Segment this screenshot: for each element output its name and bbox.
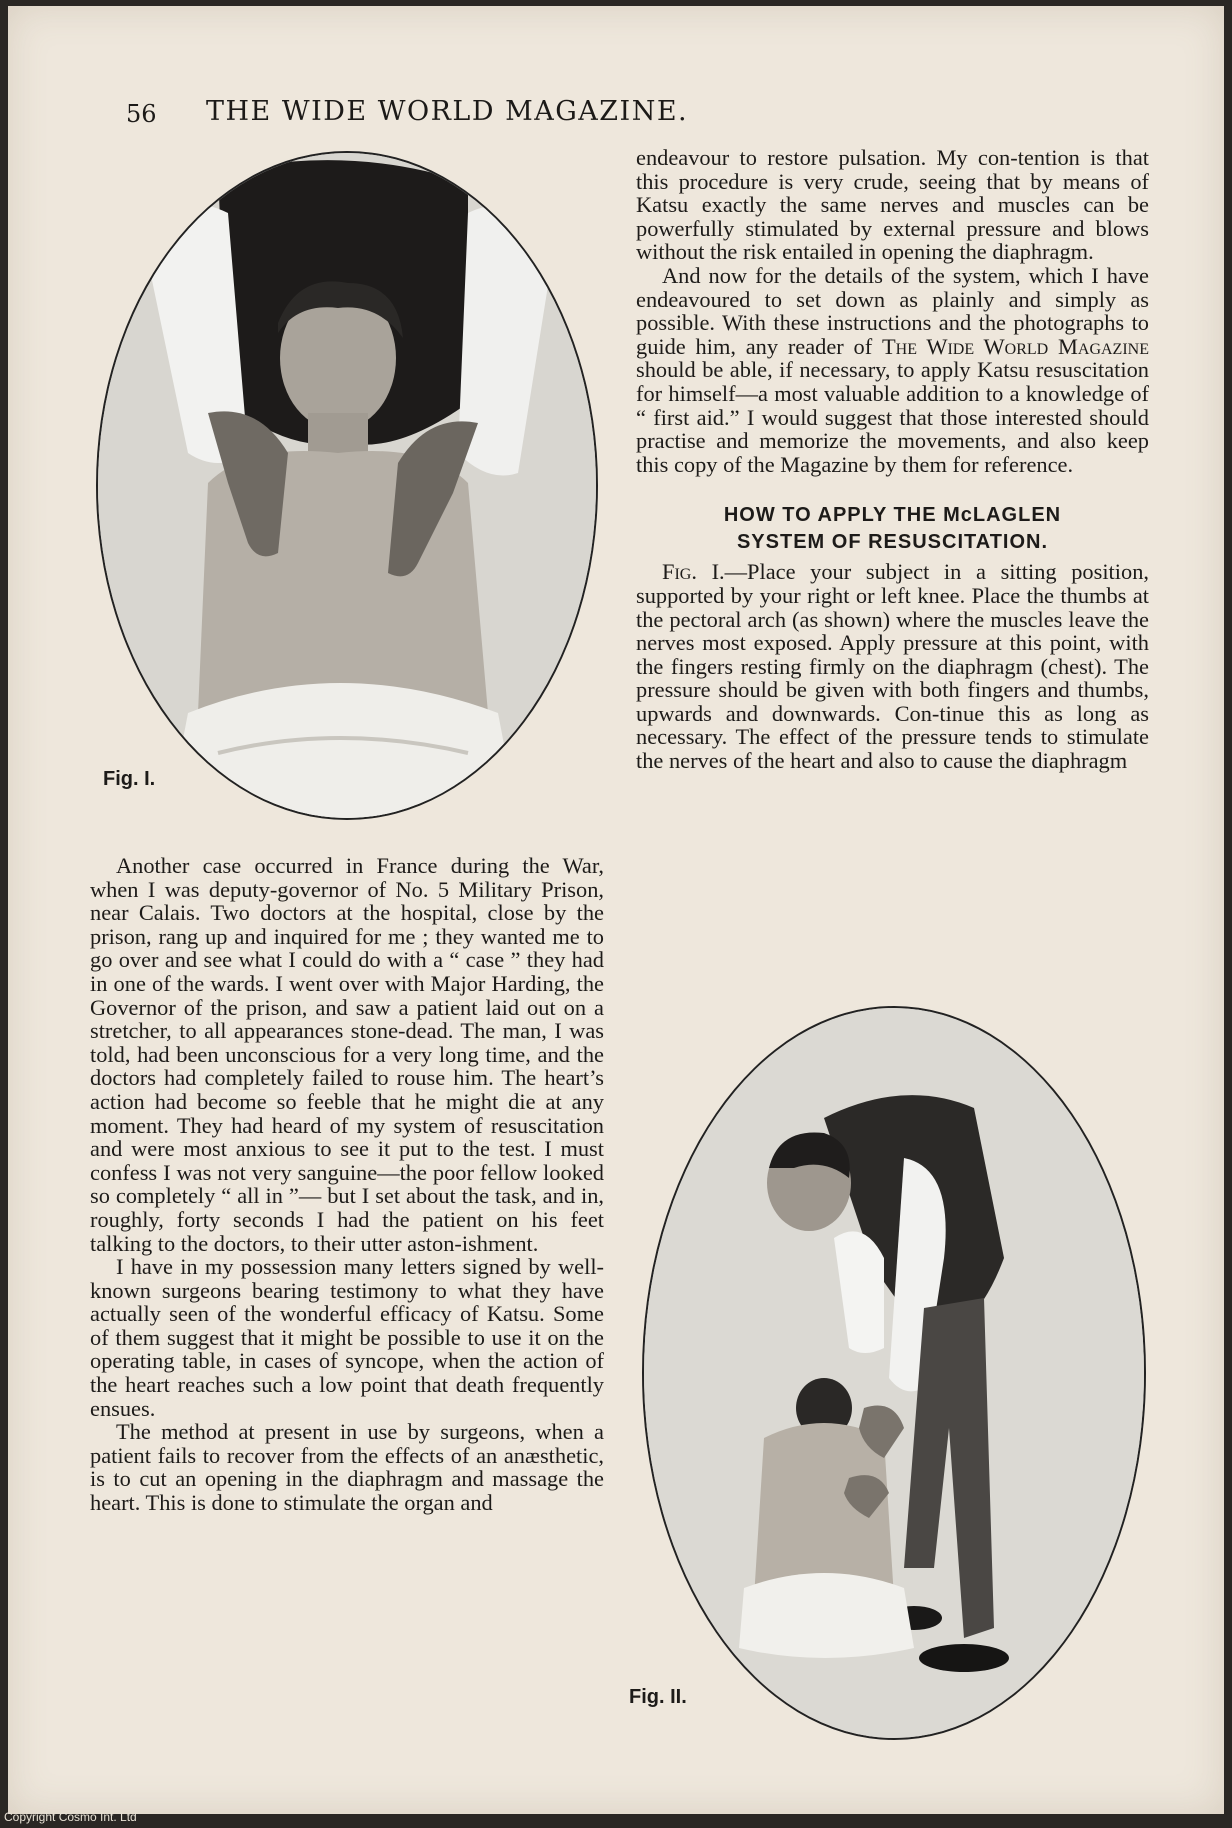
right-paragraph-2 (636, 264, 1149, 476)
right-paragraph-2-end: should be able, if necessary, to apply Katsu resuscitation for himself—a most valuable addition to a knowledge of “ first aid.” I would suggest that those interested should practise and memorize the movements, and also keep this copy of the Magazine by them for reference. (636, 357, 1149, 477)
figure-2-photo (642, 1006, 1146, 1740)
right-paragraph-2-start: And now for the details of the system, which I have endeavoured to set down as plainly and simply as possible. With these instructions and the photographs to guide him, any reader of (636, 262, 1149, 359)
fig-1-instructions: —Place your subject in a sitting position, supported by your right or left knee. Place the thumbs at the pectoral arch (as shown) where the muscles leave the nerves most exposed. Apply pressure at this point, with the fingers resting firmly on the diaphragm (chest). The pressure should be given with both fingers and thumbs, upwards and downwards. Con-tinue this as long as necessary. The effect of the pressure tends to stimulate the nerves of the heart and also to cause the diaphragm (636, 559, 1149, 774)
fig-1-label: Fig. I. (662, 559, 725, 585)
page-header (8, 94, 1224, 134)
right-paragraph-1: endeavour to restore pulsation. My con-tention is that this procedure is very crude, seeing that by means of Katsu exactly the same nerves and muscles can be powerfully stimulated by external pressure and blows without the risk entailed in opening the diaphragm. (636, 145, 1149, 265)
right-column (636, 146, 1149, 773)
section-heading-line-1: HOW TO APPLY THE McLAGLEN (723, 504, 1062, 527)
left-paragraph-3: The method at present in use by surgeons, when a patient fails to recover from the effects of an anæsthetic, is to cut an opening in the diaphragm and massage the heart. This is done to stimulate the organ and (90, 1419, 604, 1516)
section-heading-line-2: SYSTEM OF RESUSCITATION. (736, 531, 1049, 554)
figure-1-photo (96, 151, 598, 820)
section-heading (636, 502, 1149, 556)
left-column (90, 854, 604, 1515)
figure-2-caption: Fig. II. (629, 1686, 687, 1708)
left-paragraph-1: Another case occurred in France during the War, when I was deputy-governor of No. 5 Military Prison, near Calais. Two doctors at the hospital, close by the prison, rang up and inquired for me ; they wanted me to go over and see what I could do with a “ case ” they had in one of the wards. I went over with Major Harding, the Governor of the prison, and saw a patient laid out on a stretcher, to all appearances stone-dead. The man, I was told, had been unconscious for a very long time, and the doctors had completely failed to rouse him. The heart’s action had become so feeble that he might die at any moment. They had heard of my system of resuscitation and were most anxious to see it put to the test. I must confess I was not very sanguine—the poor fellow looked so completely “ all in ”— but I set about the task, and in, roughly, forty seconds I had the patient on his feet talking to the doctors, to their utter aston-ishment. (90, 853, 604, 1256)
left-paragraph-2: I have in my possession many letters signed by well-known surgeons bearing testimony to what they have actually seen of the wonderful efficacy of Katsu. Some of them suggest that it might be possible to use it on the operating table, in cases of syncope, when the action of the heart reaches such a low point that death frequently ensues. (90, 1254, 604, 1421)
copyright-notice: Copyright Cosmo Int. Ltd (4, 1810, 137, 1824)
magazine-name-smallcaps: The Wide World Magazine (881, 333, 1149, 359)
magazine-title: THE WIDE WORLD MAGAZINE. (206, 96, 689, 127)
figure-1-caption: Fig. I. (103, 768, 156, 790)
figure-2-illustration (644, 1008, 1144, 1738)
page-number: 56 (126, 100, 157, 128)
figure-1-illustration (98, 153, 596, 818)
magazine-page (8, 6, 1224, 1814)
right-paragraph-3 (636, 560, 1149, 772)
